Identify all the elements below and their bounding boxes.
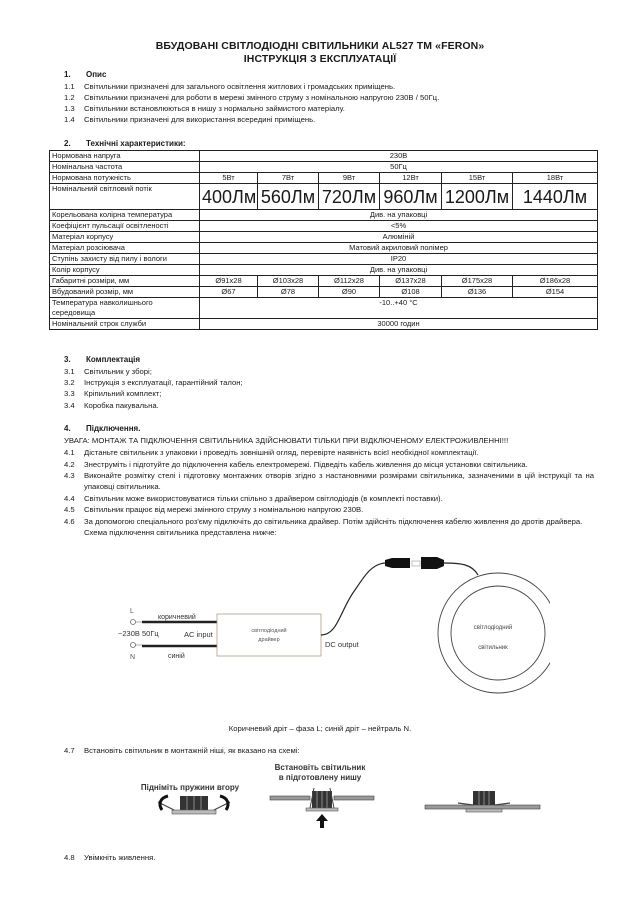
phase-label: L bbox=[130, 608, 134, 615]
section-3-heading: 3. Комплектація bbox=[64, 355, 141, 364]
table-row: Температура навколишнього середовища -10..+40 °C bbox=[50, 298, 598, 319]
section-4-heading: 4. Підключення. bbox=[64, 424, 141, 433]
list-item: 3.4 Коробка пакувальна. bbox=[64, 401, 159, 410]
section-2-heading: 2. Технічні характеристики: bbox=[64, 139, 186, 148]
list-item: 4.3 Виконайте розмітку стелі і підготовку монтажних отворів згідно з настановними розмірами світильника, зазначеними в цій інструкції та на упаковці світильника. bbox=[64, 471, 594, 492]
table-row: Вбудований розмір, мм Ø67 Ø78 Ø90 Ø108 Ø136 Ø154 bbox=[50, 287, 598, 298]
specs-table bbox=[49, 150, 598, 330]
push-up-arrow-icon bbox=[316, 814, 328, 828]
connector-male-icon bbox=[385, 558, 410, 568]
driver-box bbox=[217, 614, 321, 656]
dc-output-label: DC output bbox=[325, 640, 359, 649]
section-1-heading: 1. Опис bbox=[64, 70, 107, 79]
lamp-inner-ring bbox=[451, 586, 545, 680]
blue-wire-label: синій bbox=[168, 653, 185, 660]
table-row: Номінальний світловий потік 400Лм 560Лм 720Лм 960Лм 1200Лм 1440Лм bbox=[50, 184, 598, 210]
list-item: 4.4 Світильник може використовуватися тільки спільно з драйвером світлодіодів (в комплекті поставки). bbox=[64, 494, 443, 503]
list-item: 4.2 Знеструміть і підготуйте до підключення кабель електромережі. Підведіть кабель живлення до місця установки світильника. bbox=[64, 460, 528, 469]
step2-lamp-icon bbox=[270, 788, 374, 828]
step3-installed-lamp-icon bbox=[425, 791, 540, 812]
ac-input-label: AC input bbox=[184, 630, 213, 639]
table-row: Колір корпусу Див. на упаковці bbox=[50, 265, 598, 276]
table-row: Нормована напруга 230В bbox=[50, 151, 598, 162]
phase-terminal-icon bbox=[131, 620, 136, 625]
supply-label: ~230В 50Гц bbox=[118, 629, 159, 638]
title-line-2: ІНСТРУКЦІЯ З ЕКСПЛУАТАЦІЇ bbox=[243, 53, 397, 65]
step2-label-2: в підготовлену нишу bbox=[278, 773, 362, 782]
title-line-1: ВБУДОВАНІ СВІТЛОДІОДНІ СВІТИЛЬНИКИ AL527 ТМ «FERON» bbox=[155, 40, 485, 52]
neutral-label: N bbox=[130, 654, 136, 661]
table-row: Нормована потужність 5Вт 7Вт 9Вт 12Вт 15Вт 18Вт bbox=[50, 173, 598, 184]
driver-label-1: світлодіодний bbox=[251, 628, 287, 634]
list-item: 3.3 Кріпильний комплект; bbox=[64, 389, 162, 398]
table-row: Матеріал розсіювача Матовий акриловий полімер bbox=[50, 243, 598, 254]
installation-diagram bbox=[110, 758, 550, 830]
wiring-diagram bbox=[110, 550, 550, 710]
list-item: 4.5 Світильник працює від мережі змінного струму з номінальною напругою 230В. bbox=[64, 505, 364, 514]
table-row: Габаритні розміри, мм Ø91x28 Ø103x28 Ø112x28 Ø137x28 Ø175x28 Ø186x28 bbox=[50, 276, 598, 287]
table-row: Ступінь захисту від пилу і вологи IP20 bbox=[50, 254, 598, 265]
list-item: 4.1 Дістаньте світильник з упаковки і проведіть зовнішній огляд, перевірте наявність всієї необхідної комплектації. bbox=[64, 448, 479, 457]
brown-wire-label: коричневий bbox=[158, 614, 196, 621]
list-item: 1.1 Світильники призначені для загального освітлення житлових і громадських приміщень. bbox=[64, 82, 396, 91]
driver-label-2: драйвер bbox=[258, 637, 280, 643]
step1-label: Підніміть пружини вгору bbox=[140, 783, 240, 792]
lamp-label-2: світильник bbox=[478, 645, 508, 651]
document-title bbox=[0, 40, 640, 66]
table-row: Коефіцієнт пульсації освітленості <5% bbox=[50, 221, 598, 232]
list-item: 3.1 Світильник у зборі; bbox=[64, 367, 152, 376]
list-item: 4.8 Увімкніть живлення. bbox=[64, 853, 156, 862]
table-row: Корельована колірна температура Див. на упаковці bbox=[50, 210, 598, 221]
list-item: 1.4 Світильники призначені для використання всередині приміщень. bbox=[64, 115, 316, 124]
list-item: 4.7 Встановіть світильник в монтажній ніші, як вказано на схемі: bbox=[64, 746, 300, 755]
list-item: 3.2 Інструкція з експлуатації, гарантійний талон; bbox=[64, 378, 243, 387]
step1-lamp-icon bbox=[158, 796, 230, 814]
table-row: Номінальна частота 50Гц bbox=[50, 162, 598, 173]
table-row: Номінальний строк служби 30000 годин bbox=[50, 319, 598, 330]
dc-cable bbox=[321, 563, 385, 635]
list-item: 4.6 За допомогою спеціального роз'єму підключіть до світильника драйвер. Потім здійсніть підключення кабелю живлення до дротів драйвера. Схема підключення світильника представлена нижче: bbox=[64, 517, 583, 538]
list-item: 1.2 Світильники призначені для роботи в мережі змінного струму з номінальною напругою 230В / 50Гц. bbox=[64, 93, 440, 102]
wiring-caption: Коричневий дріт – фаза L; синій дріт – нейтраль N. bbox=[228, 724, 412, 733]
lamp-label-1: світлодіодний bbox=[473, 625, 513, 631]
table-row: Матеріал корпусу Алюміній bbox=[50, 232, 598, 243]
neutral-terminal-icon bbox=[131, 643, 136, 648]
connector-female-icon bbox=[421, 557, 444, 569]
step2-label-1: Встановіть світильник bbox=[274, 763, 366, 772]
list-item: 1.3 Світильники встановлюються в нишу з нормально займистого матеріалу. bbox=[64, 104, 345, 113]
safety-warning: УВАГА: МОНТАЖ ТА ПІДКЛЮЧЕННЯ СВІТИЛЬНИКА ЗДІЙСНЮВАТИ ТІЛЬКИ ПРИ ВІДКЛЮЧЕНОМУ ЕЛЕКТРОЖИВЛЕННІ!!! bbox=[64, 436, 509, 445]
